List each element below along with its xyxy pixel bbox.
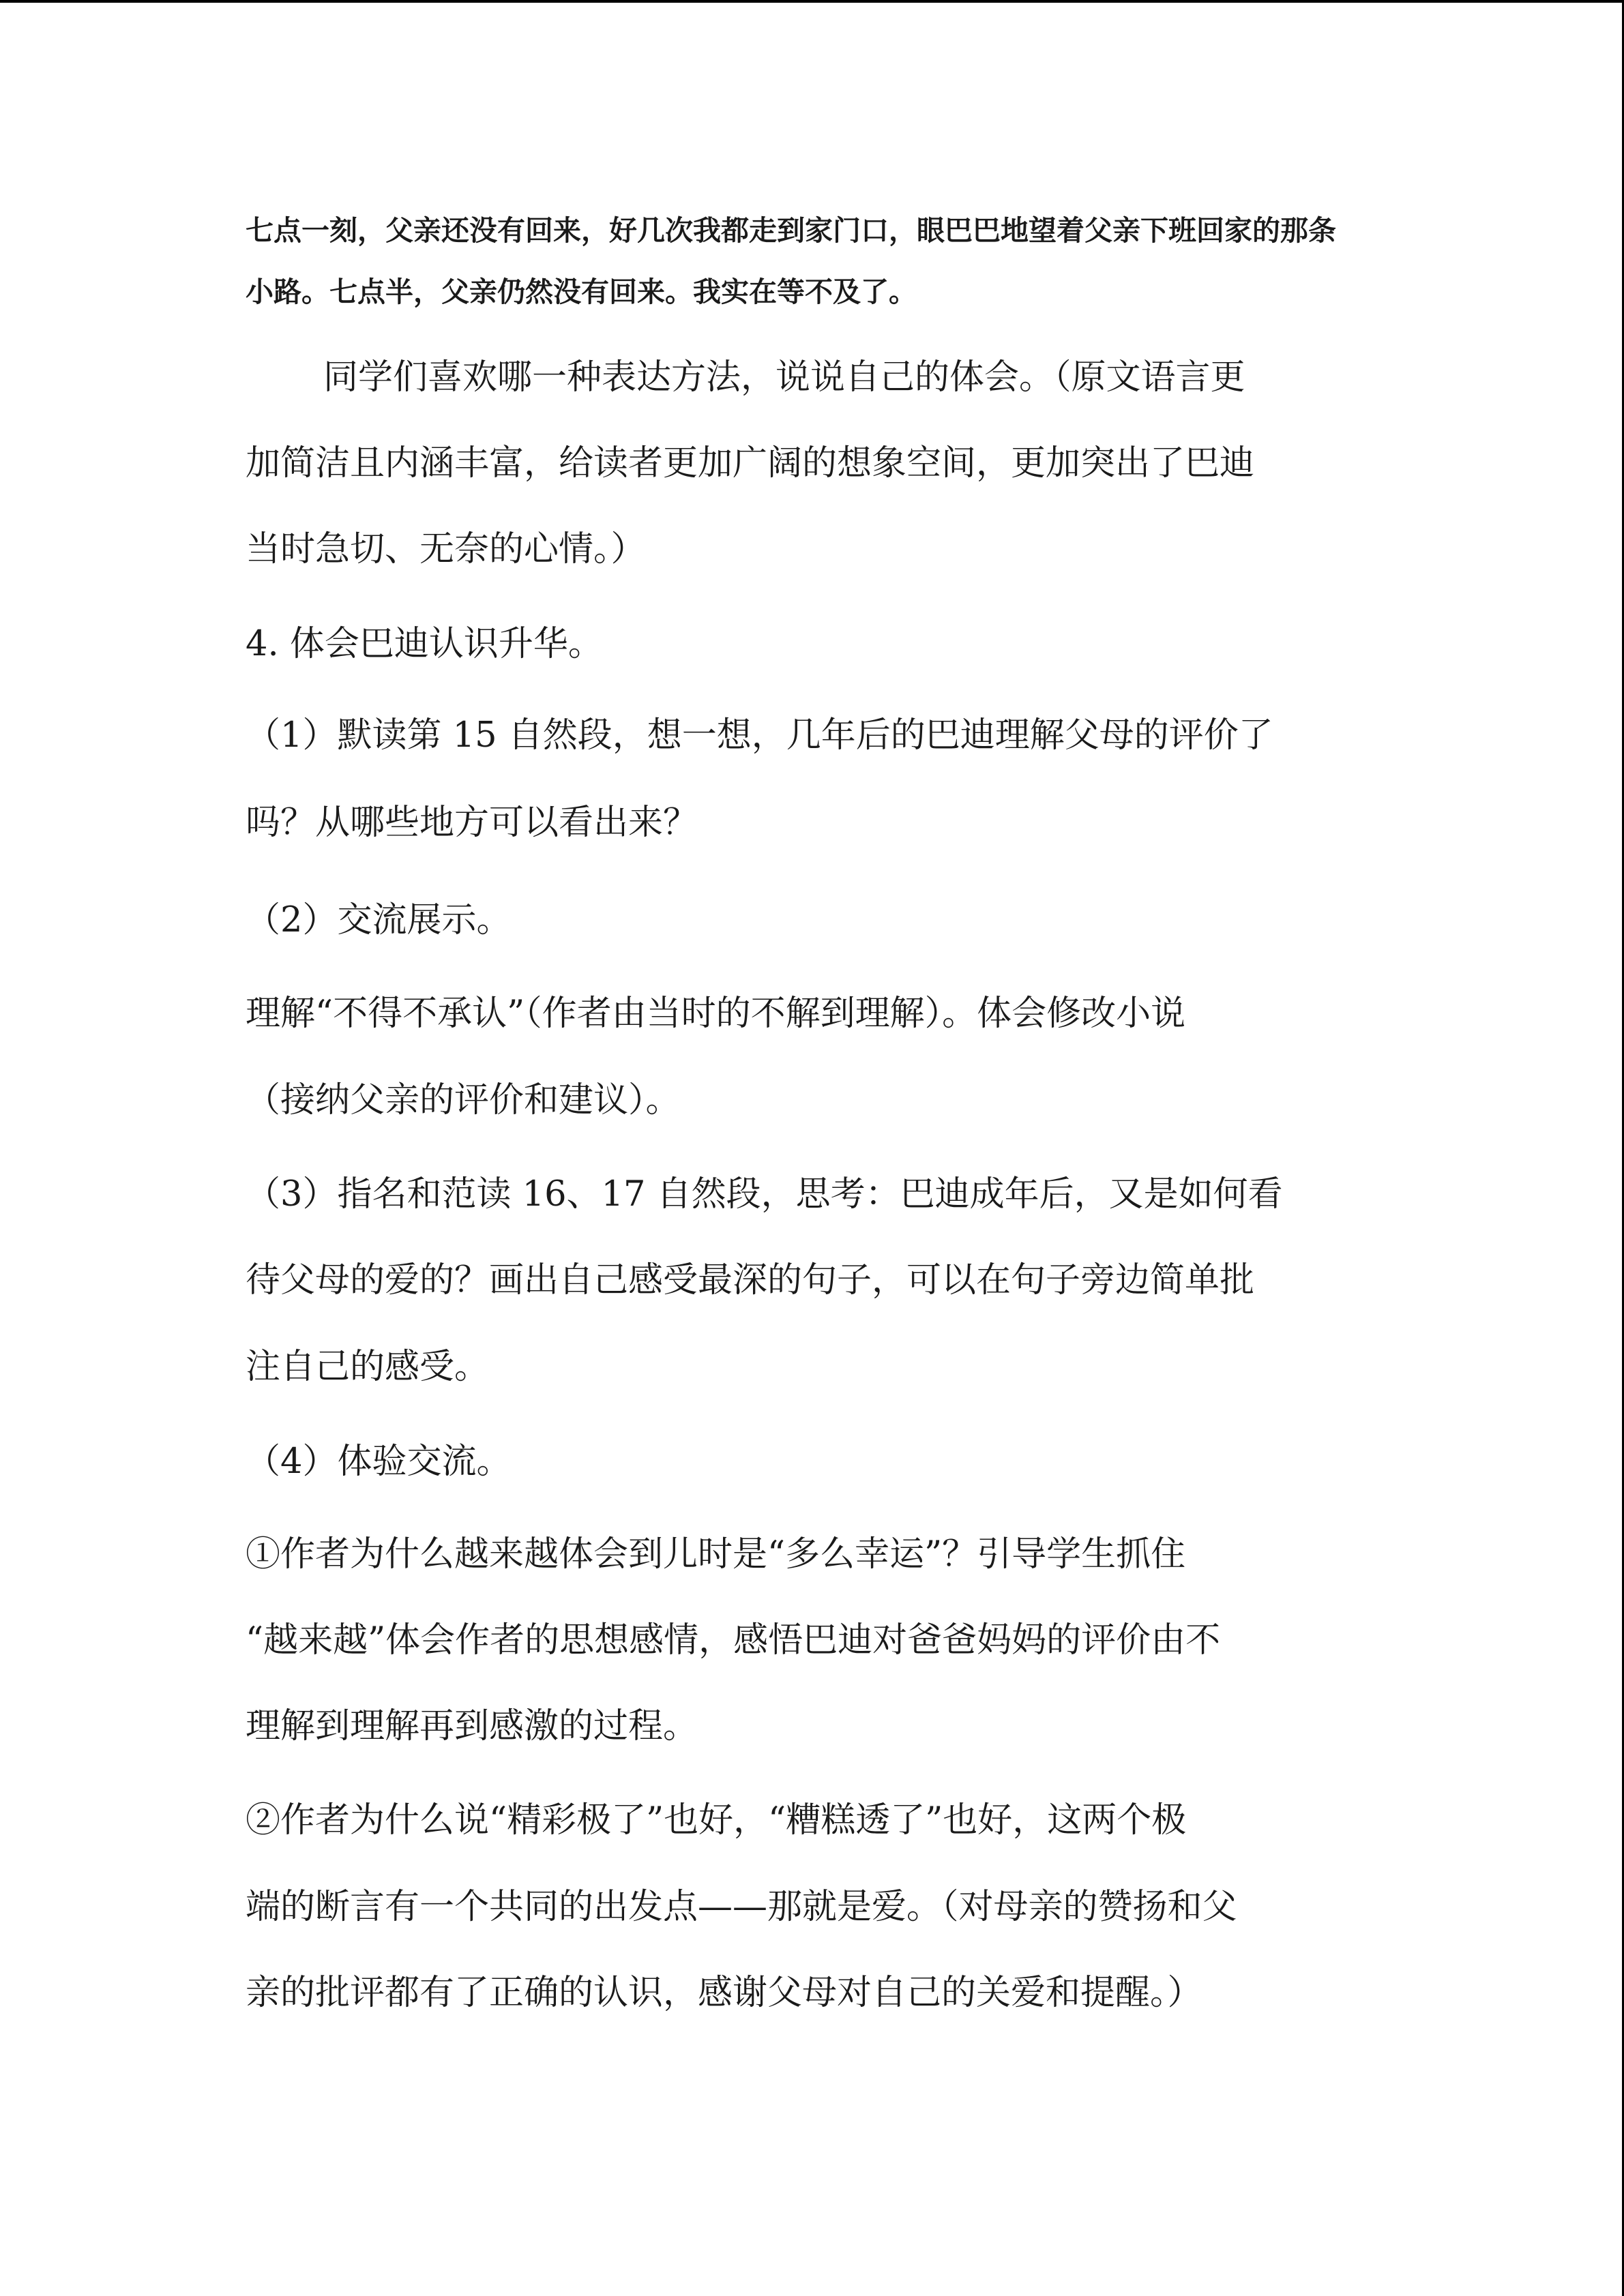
understanding-line: 理解“不得不承认”（作者由当时的不解到理解）。体会修改小说 xyxy=(246,994,1186,1034)
point-2-line: 亲的批评都有了正确的认识，感谢父母对自己的关爱和提醒。） xyxy=(246,1973,1202,2013)
emphasis-line: 小路。七点半，父亲仍然没有回来。我实在等不及了。 xyxy=(246,275,917,308)
point-1-line: “越来越”体会作者的思想感情，感悟巴迪对爸爸妈妈的评价由不 xyxy=(246,1620,1221,1660)
emphasis-line: 七点一刻，父亲还没有回来，好几次我都走到家门口，眼巴巴地望着父亲下班回家的那条 xyxy=(246,214,1336,247)
discussion-line: 加简洁且内涵丰富，给读者更加广阔的想象空间，更加突出了巴迪 xyxy=(246,443,1255,483)
step-1-line: 吗？从哪些地方可以看出来？ xyxy=(246,803,698,843)
step-1-line: （1）默读第 15 自然段，想一想，几年后的巴迪理解父母的评价了 xyxy=(246,715,1273,756)
discussion-line: 同学们喜欢哪一种表达方法，说说自己的体会。（原文语言更 xyxy=(323,357,1245,398)
point-2-line: ②作者为什么说“精彩极了”也好，“糟糕透了”也好，这两个极 xyxy=(246,1800,1187,1840)
point-1-line: ①作者为什么越来越体会到儿时是“多么幸运”？引导学生抓住 xyxy=(246,1534,1186,1575)
step-3-line: （3）指名和范读 16、17 自然段，思考：巴迪成年后，又是如何看 xyxy=(246,1174,1283,1214)
step-3-line: 注自己的感受。 xyxy=(246,1347,490,1387)
page-top-border xyxy=(0,0,1624,3)
step-4: （4）体验交流。 xyxy=(246,1442,512,1482)
point-2-line: 端的断言有一个共同的出发点——那就是爱。（对母亲的赞扬和父 xyxy=(246,1887,1237,1927)
step-3-line: 待父母的爱的？画出自己感受最深的句子，可以在句子旁边简单批 xyxy=(246,1260,1255,1300)
section-heading: 4. 体会巴迪认识升华。 xyxy=(246,624,603,664)
discussion-line: 当时急切、无奈的心情。） xyxy=(246,529,646,569)
understanding-line: （接纳父亲的评价和建议）。 xyxy=(246,1080,681,1120)
point-1-line: 理解到理解再到感激的过程。 xyxy=(246,1706,698,1746)
step-2: （2）交流展示。 xyxy=(246,900,512,940)
